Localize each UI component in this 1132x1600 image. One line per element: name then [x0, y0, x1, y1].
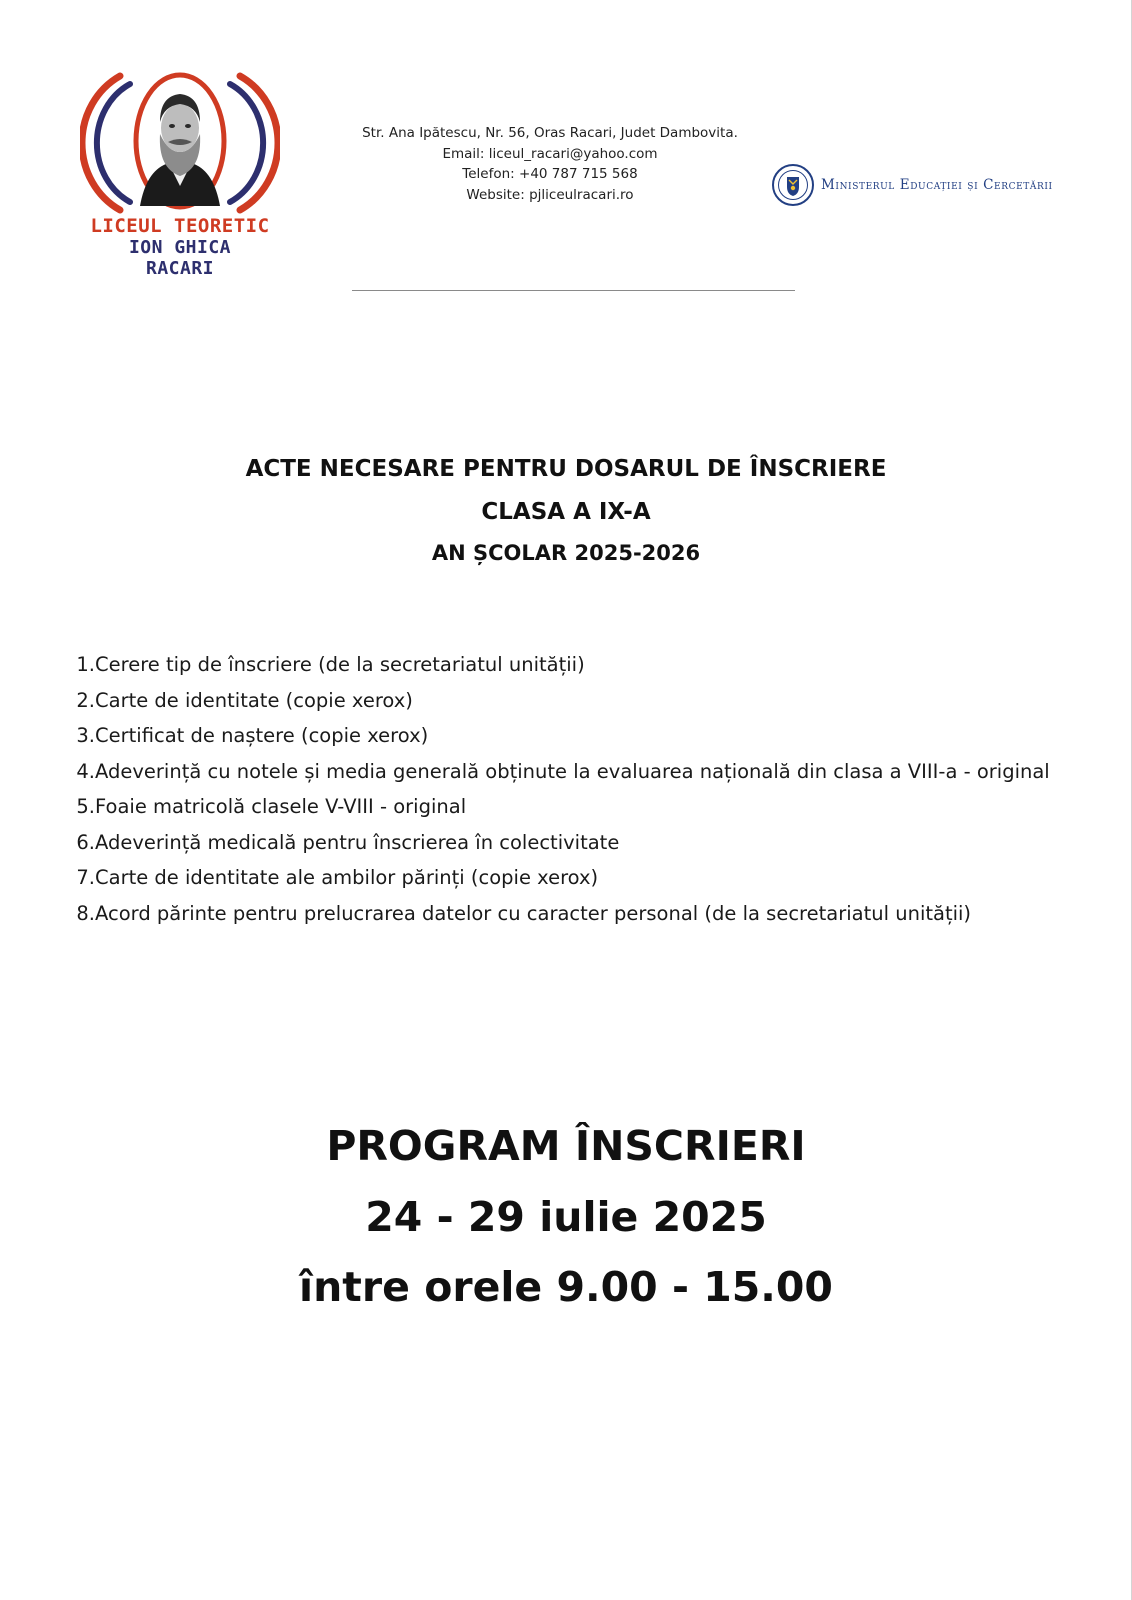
list-item-text: Adeverință cu notele și media generală obținute la evaluarea națională din clasa a VIII-a - original	[95, 759, 1050, 783]
contact-address: Str. Ana Ipătescu, Nr. 56, Oras Racari, Judet Dambovita.	[362, 125, 738, 141]
program-hours: între orele 9.00 - 15.00	[299, 1263, 833, 1311]
document-title: ACTE NECESARE PENTRU DOSARUL DE ÎNSCRIERE	[245, 456, 887, 482]
school-name-line3: RACARI	[145, 258, 215, 279]
list-item-number: 6.	[76, 830, 95, 854]
program-dates: 24 - 29 iulie 2025	[365, 1193, 767, 1241]
contact-phone: Telefon: +40 787 715 568	[462, 166, 638, 182]
list-item-number: 5.	[76, 795, 95, 818]
list-item-text: Carte de identitate (copie xerox)	[95, 688, 413, 712]
list-item	[60, 825, 1070, 861]
list-item	[60, 789, 1070, 825]
list-item-text: Carte de identitate ale ambilor părinți (copie xerox)	[95, 866, 599, 889]
list-item-text: Cerere tip de înscriere (de la secretariatul unității)	[95, 653, 585, 676]
program-title: PROGRAM ÎNSCRIERI	[326, 1122, 806, 1170]
ministry-seal-icon	[772, 164, 814, 206]
list-item-number: 3.	[76, 724, 95, 747]
school-logo	[80, 68, 280, 286]
list-item-text: Adeverință medicală pentru înscrierea în colectivitate	[95, 830, 620, 854]
list-item-number: 4.	[76, 759, 95, 783]
list-item	[60, 718, 1070, 754]
contact-block	[340, 123, 760, 205]
document-class: CLASA A IX-A	[481, 499, 651, 525]
school-name-line1: LICEUL TEORETIC	[90, 215, 270, 237]
list-item	[60, 754, 1070, 790]
contact-website: Website: pjliceulracari.ro	[466, 186, 634, 203]
list-item	[60, 683, 1070, 719]
portrait-emblem-icon	[80, 68, 280, 218]
required-documents-list	[60, 647, 1070, 931]
list-item	[60, 860, 1070, 896]
list-item-number: 7.	[76, 866, 95, 889]
school-name-line2: ION GHICA	[128, 237, 232, 258]
list-item-text: Acord părinte pentru prelucrarea datelor cu caracter personal (de la secretariatul unității)	[95, 901, 972, 925]
list-item-text: Certificat de naștere (copie xerox)	[95, 724, 429, 747]
list-item-number: 2.	[76, 688, 95, 712]
list-item-text: Foaie matricolă clasele V-VIII - original	[95, 795, 467, 818]
list-item	[60, 896, 1070, 932]
ministry-logo	[772, 164, 1053, 206]
list-item-number: 1.	[76, 653, 95, 676]
list-item-number: 8.	[76, 901, 95, 925]
list-item	[60, 647, 1070, 683]
ministry-name: Ministerul Educației și Cercetării	[821, 177, 1053, 193]
contact-email: Email: liceul_racari@yahoo.com	[442, 145, 658, 162]
document-school-year: AN ȘCOLAR 2025-2026	[431, 541, 701, 565]
header-divider	[352, 290, 795, 291]
